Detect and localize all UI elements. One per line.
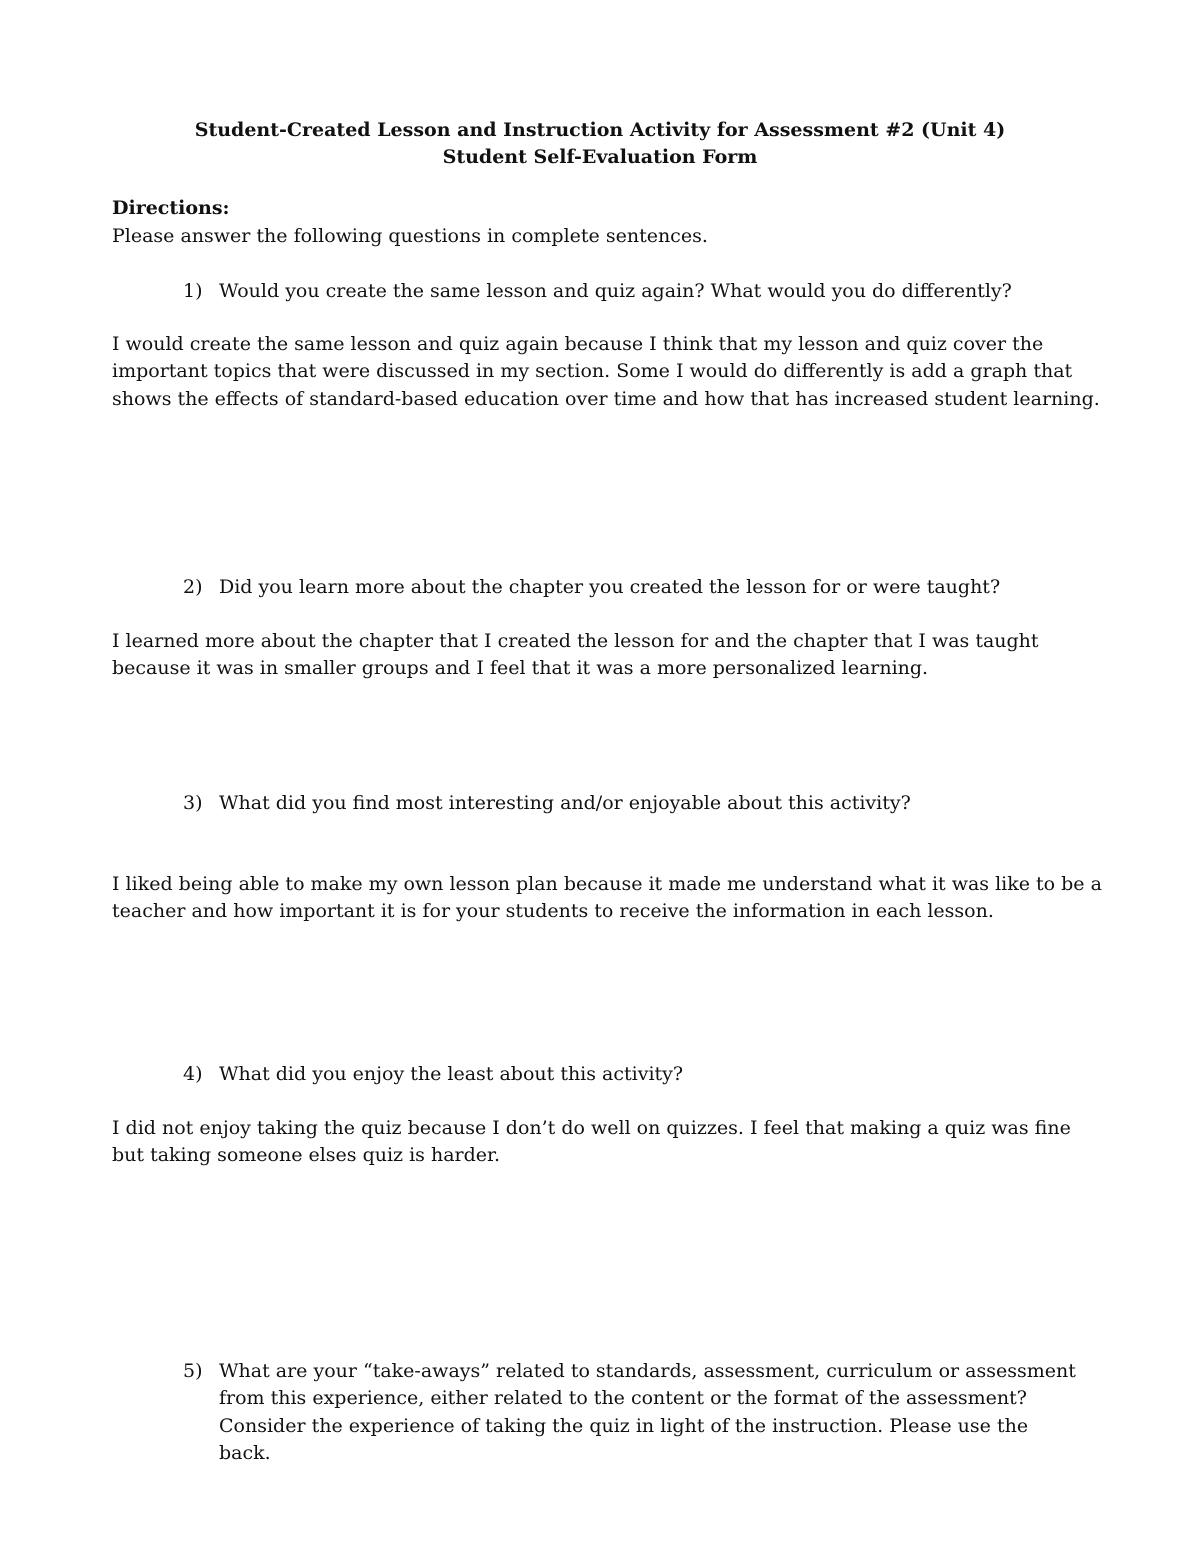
question-2 [183, 574, 1083, 601]
document-subtitle: Student Self-Evaluation Form [442, 146, 758, 168]
question-5 [183, 1358, 1083, 1467]
question-number: 3) [183, 792, 203, 814]
question-1 [183, 278, 1083, 305]
question-number: 5) [183, 1360, 203, 1382]
answer-4: I did not enjoy taking the quiz because I don’t do well on quizzes. I feel that making a quiz was fine but taking someone elses quiz is harder. [112, 1117, 1071, 1167]
question-number: 1) [183, 280, 203, 302]
question-text: What are your “take-aways” related to standards, assessment, curriculum or assessment from this experience, either related to the content or the format of the assessment? Consider the experience of taking the quiz in light of the instruction. Please use the back. [219, 1360, 1076, 1464]
question-text: Would you create the same lesson and quiz again? What would you do differently? [219, 280, 1012, 302]
question-number: 2) [183, 576, 203, 598]
question-text: What did you enjoy the least about this activity? [219, 1063, 684, 1085]
directions-label [112, 195, 1102, 222]
answer-2: I learned more about the chapter that I created the lesson for and the chapter that I was taught because it was in smaller groups and I feel that it was a more personalized learning. [112, 630, 1039, 680]
answer-1: I would create the same lesson and quiz again because I think that my lesson and quiz cover the important topics that were discussed in my section. Some I would do differently is add a graph that shows the effects of standard-based education over time and how that has increased student learning. [112, 333, 1100, 410]
directions-heading: Directions: [112, 197, 230, 219]
question-number: 4) [183, 1063, 203, 1085]
question-text: What did you find most interesting and/or enjoyable about this activity? [219, 792, 911, 814]
document-title: Student-Created Lesson and Instruction Activity for Assessment #2 (Unit 4) [194, 119, 1006, 141]
question-text: Did you learn more about the chapter you created the lesson for or were taught? [219, 576, 1001, 598]
question-3 [183, 790, 1083, 817]
answer-3: I liked being able to make my own lesson plan because it made me understand what it was like to be a teacher and how important it is for your students to receive the information in each lesson. [112, 873, 1102, 923]
question-4 [183, 1061, 1083, 1088]
directions-text: Please answer the following questions in complete sentences. [112, 225, 708, 247]
